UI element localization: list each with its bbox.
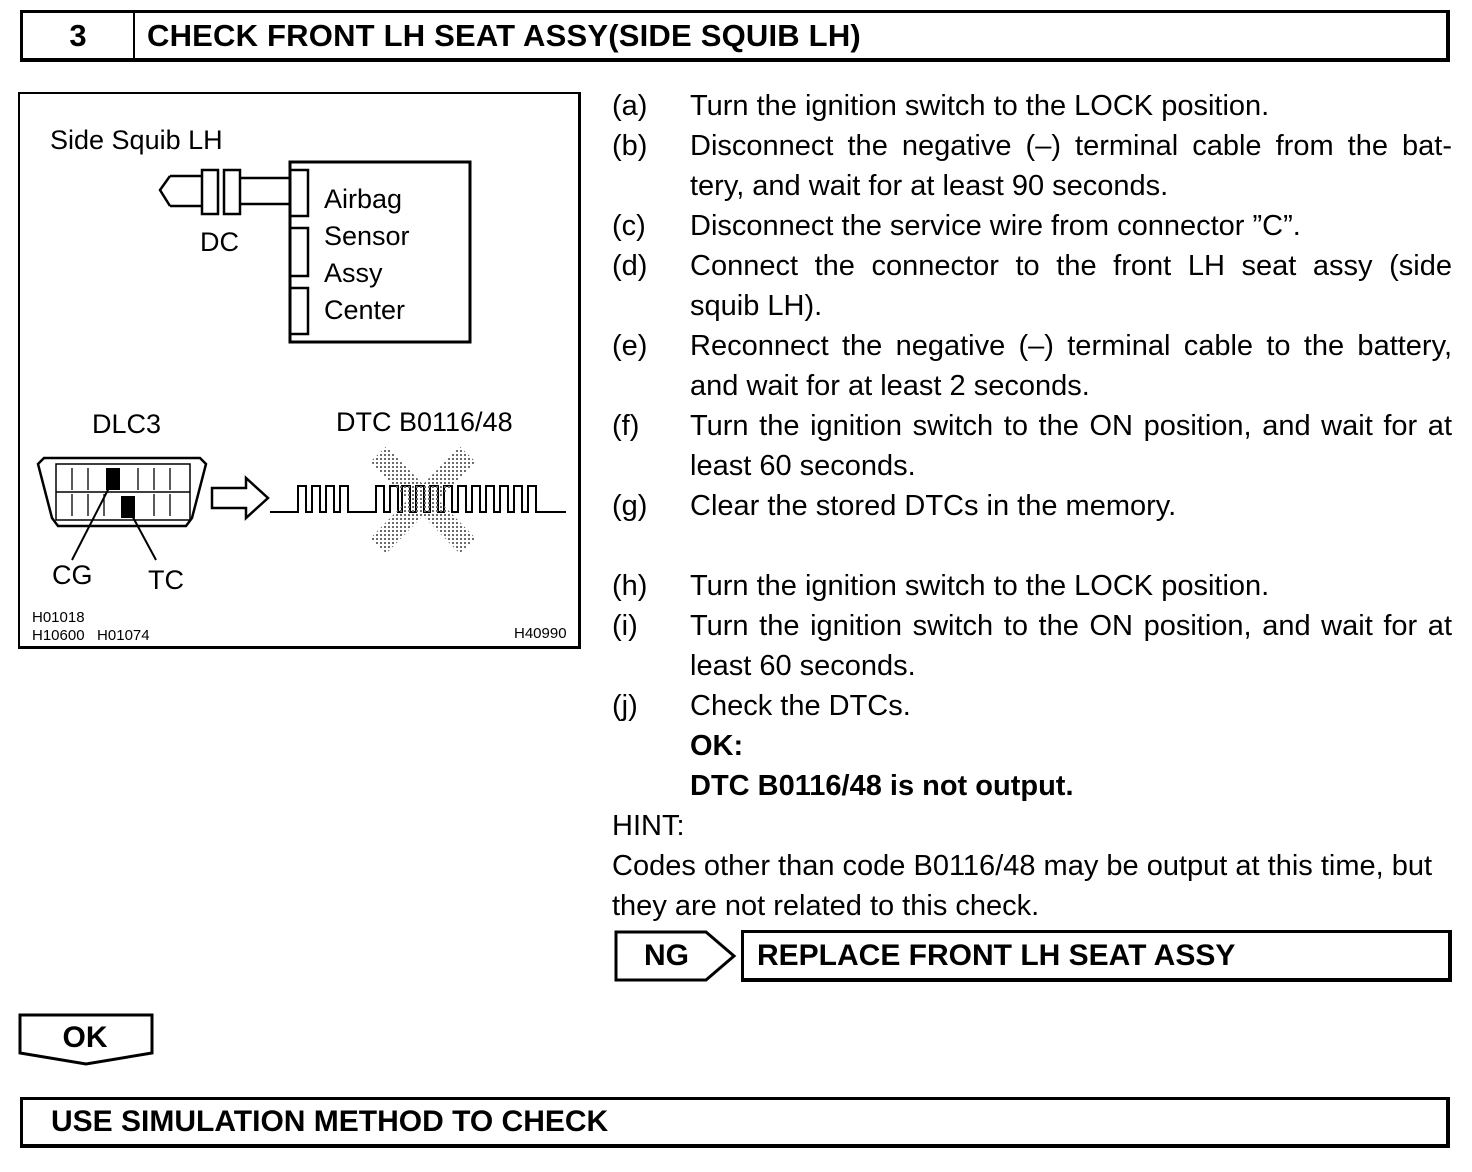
cg-pin <box>106 468 120 490</box>
ref-code-left-1: H01018 <box>32 609 85 626</box>
step-label: (a) <box>612 90 648 122</box>
step-a <box>612 86 1452 126</box>
tc-pin <box>121 496 135 518</box>
hint-label: HINT: <box>612 810 685 842</box>
step-b <box>612 126 1452 206</box>
dtc-label: DTC B0116/48 <box>336 407 513 437</box>
step-text: Disconnect the service wire from connector ”C”. <box>690 210 1301 242</box>
side-squib-label: Side Squib LH <box>50 125 223 155</box>
step-label: (b) <box>612 130 648 162</box>
ng-action: REPLACE FRONT LH SEAT ASSY <box>741 930 1452 982</box>
step-text: Turn the ignition switch to the ON position, and wait for at least 60 seconds. <box>690 410 1452 482</box>
step-text: Turn the ignition switch to the LOCK position. <box>690 570 1270 602</box>
step-text: Disconnect the negative (–) terminal cable from the bat- tery, and wait for at least 90 seconds. <box>690 130 1452 202</box>
step-text: Clear the stored DTCs in the memory. <box>690 490 1177 522</box>
step-text: Turn the ignition switch to the ON position, and wait for at least 60 seconds. <box>690 610 1452 682</box>
sensor-terminal-2 <box>290 228 308 276</box>
step-label: (f) <box>612 410 640 442</box>
ok-criteria: DTC B0116/48 is not output. <box>690 770 1074 802</box>
airbag-line-1: Airbag <box>324 184 403 214</box>
tc-label: TC <box>148 565 184 595</box>
step-h <box>612 566 1452 606</box>
step-label: (d) <box>612 250 648 282</box>
next-step-box: USE SIMULATION METHOD TO CHECK <box>20 1097 1450 1148</box>
cg-leader <box>72 482 112 560</box>
spacer <box>612 526 1452 566</box>
arrow-icon <box>212 478 268 518</box>
wiring-diagram <box>18 92 581 649</box>
step-label: (c) <box>612 210 646 242</box>
dc-connector-left <box>202 170 218 214</box>
step-e <box>612 326 1452 406</box>
step-label: (g) <box>612 490 648 522</box>
ok-label: OK <box>62 1021 108 1054</box>
step-text: Turn the ignition switch to the LOCK position. <box>690 90 1270 122</box>
ng-label: NG <box>644 939 689 972</box>
step-j <box>612 686 1452 726</box>
step-title: CHECK FRONT LH SEAT ASSY(SIDE SQUIB LH) <box>147 17 861 53</box>
procedure-steps <box>612 86 1452 926</box>
dlc3-label: DLC3 <box>92 409 162 439</box>
step-i <box>612 606 1452 686</box>
airbag-line-2: Sensor <box>324 221 410 251</box>
diagram-drawing <box>20 94 578 646</box>
step-text: Check the DTCs. <box>690 690 911 722</box>
squib-plug <box>160 176 170 206</box>
step-header <box>20 10 1450 62</box>
step-label: (j) <box>612 690 638 722</box>
ok-branch <box>18 1013 156 1067</box>
step-text: Reconnect the negative (–) terminal cable to the battery, and wait for at least 2 seconds. <box>690 330 1452 402</box>
step-label: (e) <box>612 330 648 362</box>
sensor-terminal-3 <box>290 288 308 334</box>
ng-branch <box>614 930 1452 982</box>
cg-label: CG <box>52 560 93 590</box>
step-label: (i) <box>612 610 638 642</box>
step-number: 3 <box>23 13 135 58</box>
step-label: (h) <box>612 570 648 602</box>
step-f <box>612 406 1452 486</box>
dc-label: DC <box>200 227 239 257</box>
ref-code-right: H40990 <box>514 625 567 642</box>
airbag-line-4: Center <box>324 295 406 325</box>
ok-heading: OK: <box>690 730 744 762</box>
ref-code-left-2: H10600 H01074 <box>32 627 150 644</box>
step-text: Connect the connector to the front LH seat assy (side squib LH). <box>690 250 1452 322</box>
airbag-line-3: Assy <box>324 258 383 288</box>
step-d <box>612 246 1452 326</box>
step-g <box>612 486 1452 526</box>
step-c <box>612 206 1452 246</box>
dc-connector-right <box>224 170 240 214</box>
hint-text: Codes other than code B0116/48 may be output at this time, but they are not related to this check. <box>612 850 1433 922</box>
sensor-terminal-1 <box>290 170 308 216</box>
